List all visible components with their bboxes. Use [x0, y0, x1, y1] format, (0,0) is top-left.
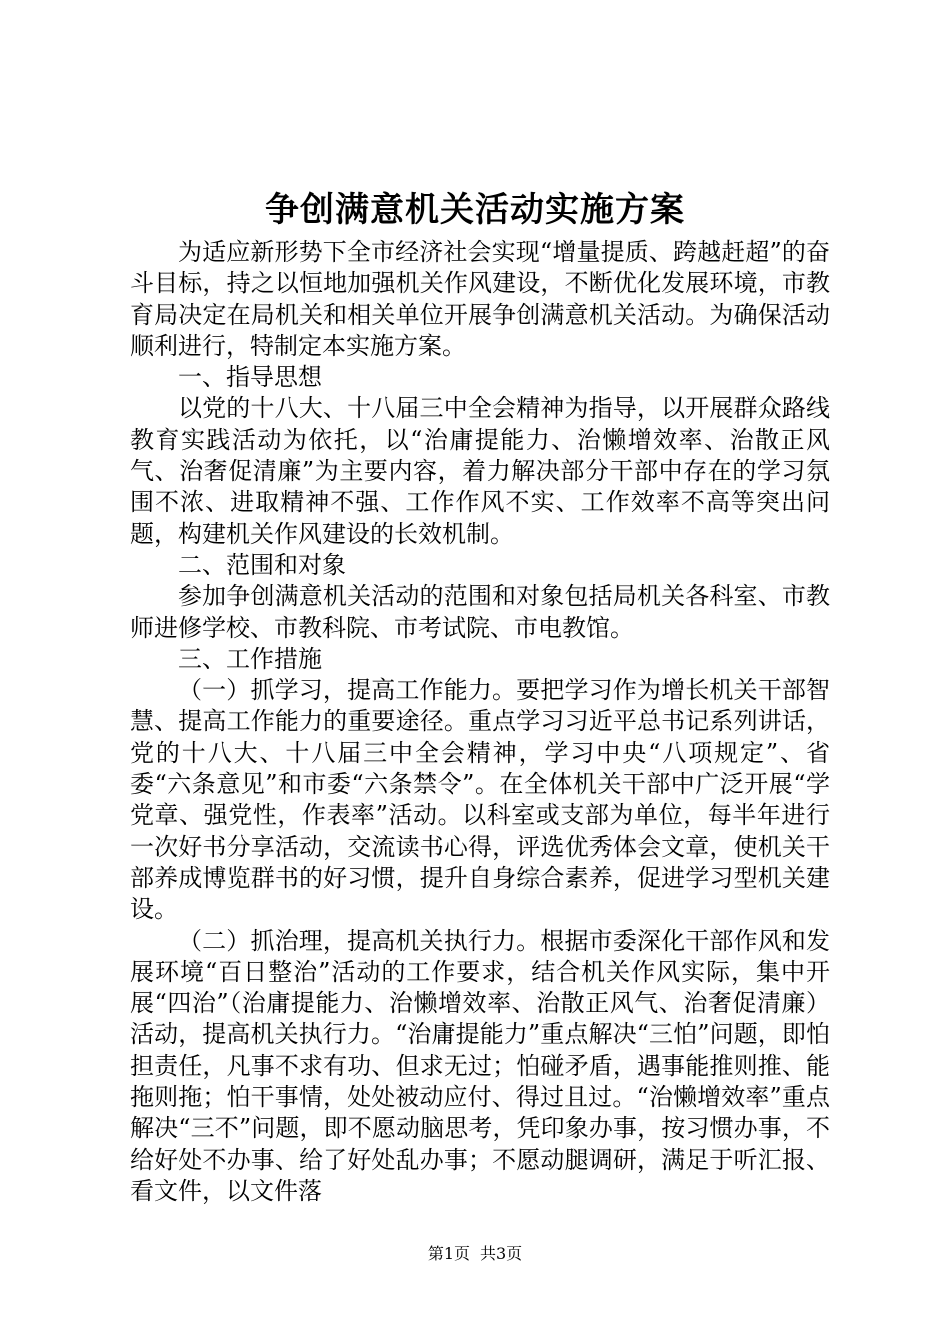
paragraph-measure-study: （一）抓学习，提高工作能力。要把学习作为增长机关干部智慧、提高工作能力的重要途径。重点学习习近平总书记系列讲话，党的十八大、十八届三中全会精神，学习中央“八项规定”、省委“六条意见”和市委“六条禁令”。在全体机关干部中广泛开展“学党章、强党性，作表率”活动。以科室或支部为单位，每半年进行一次好书分享活动，交流读书心得，评选优秀体会文章，使机关干部养成博览群书的好习惯，提升自身综合素养，促进学习型机关建设。 — [130, 676, 830, 924]
section-heading-guiding-thought: 一、指导思想 — [178, 363, 322, 392]
paragraph-scope: 参加争创满意机关活动的范围和对象包括局机关各科室、市教师进修学校、市教科院、市考试院、市电教馆。 — [130, 582, 830, 642]
page-number: 第1页 — [427, 1244, 470, 1263]
paragraph-intro: 为适应新形势下全市经济社会实现“增量提质、跨越赶超”的奋斗目标，持之以恒地加强机关作风建设，不断优化发展环境，市教育局决定在局机关和相关单位开展争创满意机关活动。为确保活动顺利进行，特制定本实施方案。 — [130, 238, 830, 360]
page-footer — [0, 1244, 950, 1264]
document-title: 争创满意机关活动实施方案 — [265, 190, 685, 230]
section-heading-measures: 三、工作措施 — [178, 644, 322, 673]
page-count: 共3页 — [480, 1244, 523, 1263]
document-body — [130, 237, 830, 1207]
paragraph-measure-governance: （二）抓治理，提高机关执行力。根据市委深化干部作风和发展环境“百日整治”活动的工作要求，结合机关作风实际，集中开展“四治”（治庸提能力、治懒增效率、治散正风气、治奢促清廉）活动，提高机关执行力。“治庸提能力”重点解决“三怕”问题，即怕担责任，凡事不求有功、但求无过；怕碰矛盾，遇事能推则推、能拖则拖；怕干事情，处处被动应付、得过且过。“治懒增效率”重点解决“三不”问题，即不愿动脑思考，凭印象办事，按习惯办事，不给好处不办事、给了好处乱办事；不愿动腿调研，满足于听汇报、看文件，以文件落 — [130, 926, 830, 1205]
paragraph-guiding-thought: 以党的十八大、十八届三中全会精神为指导，以开展群众路线教育实践活动为依托，以“治庸提能力、治懒增效率、治散正风气、治奢促清廉”为主要内容，着力解决部分干部中存在的学习氛围不浓、进取精神不强、工作作风不实、工作效率不高等突出问题，构建机关作风建设的长效机制。 — [130, 394, 830, 548]
section-heading-scope: 二、范围和对象 — [178, 550, 346, 579]
